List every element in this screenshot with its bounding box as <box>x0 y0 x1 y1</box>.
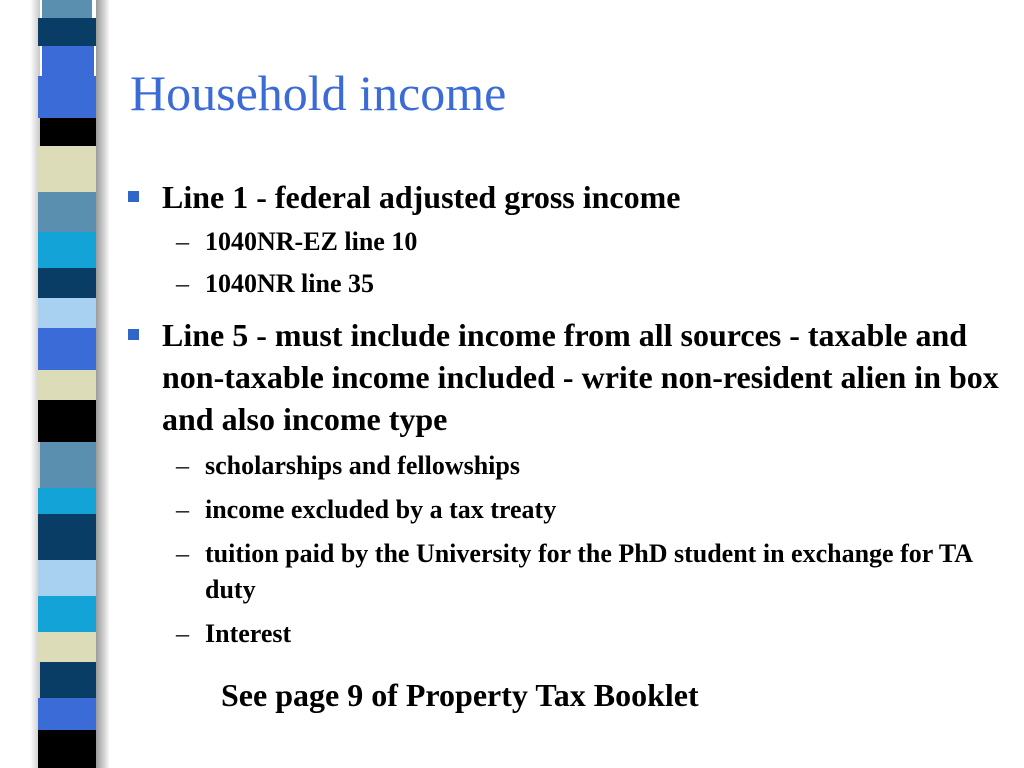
decorative-stripe <box>38 0 98 768</box>
sub-item <box>120 224 1000 260</box>
stripe-segment <box>38 514 98 560</box>
stripe-segment <box>38 632 98 662</box>
stripe-segment <box>38 18 98 46</box>
stripe-segment <box>38 298 98 328</box>
slide-title: Household income <box>130 65 507 121</box>
stripe-segment <box>38 268 98 298</box>
stripe-segment <box>38 400 98 442</box>
sub-item <box>120 536 1000 608</box>
sub-item-text: 1040NR line 35 <box>205 269 374 298</box>
stripe-segment <box>38 328 98 370</box>
square-bullet-icon <box>128 191 139 202</box>
stripe-segment <box>42 0 92 18</box>
bullet-list <box>120 176 1000 652</box>
sub-item <box>120 492 1000 528</box>
stripe-segment <box>42 46 94 76</box>
stripe-segment <box>38 730 98 768</box>
stripe-shadow <box>96 0 110 768</box>
stripe-segment <box>38 192 98 232</box>
stripe-segment <box>38 596 98 632</box>
stripe-segment <box>38 560 98 596</box>
stripe-segment <box>40 118 96 146</box>
stripe-segment <box>40 662 96 698</box>
square-bullet-icon <box>128 329 139 340</box>
sub-item <box>120 616 1000 652</box>
sub-item-text: 1040NR-EZ line 10 <box>205 227 418 256</box>
stripe-segment <box>38 232 98 268</box>
bullet-text: Line 5 - must include income from all sources - taxable and non-taxable income included - write non-resident alien in box and also income type <box>162 317 999 437</box>
dash-icon: – <box>176 495 189 524</box>
sub-item <box>120 266 1000 302</box>
dash-icon: – <box>176 451 189 480</box>
dash-icon: – <box>176 227 189 256</box>
bullet-item-2 <box>120 314 1000 440</box>
sub-item-text: Interest <box>205 619 292 648</box>
stripe-segment <box>38 76 98 118</box>
sub-item-text: income excluded by a tax treaty <box>205 495 557 524</box>
footnote: See page 9 of Property Tax Booklet <box>221 677 699 713</box>
bullet-item-1 <box>120 176 1000 218</box>
stripe-segment <box>38 370 98 400</box>
sub-item <box>120 448 1000 484</box>
dash-icon: – <box>176 619 189 648</box>
sub-item-text: tuition paid by the University for the PhD student in exchange for TA duty <box>205 539 972 604</box>
dash-icon: – <box>176 539 189 568</box>
stripe-segment <box>38 146 98 192</box>
stripe-segment <box>40 442 96 488</box>
dash-icon: – <box>176 269 189 298</box>
stripe-segment <box>38 698 98 730</box>
stripe-segment <box>38 488 98 514</box>
sub-item-text: scholarships and fellowships <box>205 451 520 480</box>
bullet-text: Line 1 - federal adjusted gross income <box>162 179 681 215</box>
